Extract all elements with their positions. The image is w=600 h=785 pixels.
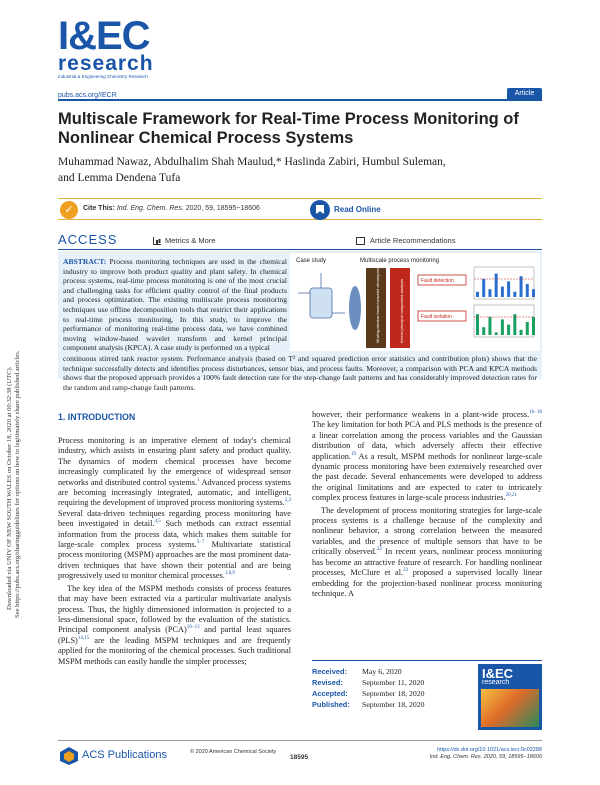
mini-plot-bar [476, 314, 479, 335]
reactor-vessel [310, 288, 332, 318]
intro-paragraph-3: however, their performance weakens in a plant-wide process.$^{16-18}$ The key limitation for both PCA and PLS methods is the presence of a linear correlation among the process variables and the Gaussian distribution of data, which adversely affects their effective application.$^{19}$ As a result, MSPM methods for nonlinear large-scale dynamic process monitoring have been extensively researched over the past decade. Several enhancements were developed to address the original limitations and are expected to cater to intricately complex process features in large-scale process industries.$^{20,21}$ [312, 410, 542, 503]
metrics-link[interactable] [153, 236, 215, 245]
mini-plot-bar [520, 276, 523, 297]
header-rule [58, 99, 542, 101]
article-type-tag: Article [507, 88, 542, 100]
ref-link[interactable]: 23 [403, 568, 409, 574]
date-revised: Revised: September 11, 2020 [312, 678, 425, 687]
mini-plot-bar [476, 292, 479, 297]
cover-art [481, 689, 539, 727]
read-online-button[interactable] [310, 200, 381, 220]
mini-plot-bar [513, 314, 516, 335]
publisher-name: ACS Publications [82, 749, 167, 761]
mini-plot-bar [513, 292, 516, 297]
kpca-bar-label: Kernel principal component analysis [399, 278, 404, 343]
mini-plot-bar [482, 327, 485, 335]
wavelet-bar-label: Moving-window based wavelet decomposition [375, 261, 380, 343]
mini-plot-bar [482, 279, 485, 297]
recommendations-label: Article Recommendations [370, 236, 456, 245]
ref-link[interactable]: 10−13 [186, 625, 200, 631]
download-notice [6, 190, 22, 618]
ref-link[interactable]: 4,5 [154, 519, 161, 525]
access-bar [58, 232, 542, 250]
ref-link[interactable]: 1,8,9 [224, 571, 235, 577]
page-number: 18595 [290, 754, 309, 761]
intro-paragraph-4: The development of process monitoring strategies for large-scale process systems is a challenge because of the complexity and nonlinear behavior, a strong correlation between the measured variables, and the presence of multiple sensors that have to be critically observed.$^{22}$ In recent years, nonlinear process monitoring has become an attractive feature of research. For handling nonlinear processes, McClure et al.$^{23}$ proposed a supervised locally linear embedding for the projection-based nonlinear process monitoring technique. A [312, 505, 543, 598]
mini-plot-bar [495, 332, 498, 335]
mini-plot-bar [501, 319, 504, 335]
authors-line-2: and Lemma Dendena Tufa [58, 172, 181, 184]
document-icon [356, 237, 365, 245]
toc-graphic [290, 253, 540, 351]
mini-plot-bar [488, 317, 491, 335]
footer-citation: Ind. Eng. Chem. Res. 2020, 59, 18595−18606 [429, 754, 542, 760]
abstract-label: ABSTRACT: [63, 257, 107, 266]
ref-link[interactable]: 20,21 [505, 493, 517, 499]
ref-link[interactable]: 5−7 [196, 540, 205, 546]
recommendations-link[interactable] [356, 236, 455, 245]
data-lens [349, 286, 361, 330]
author-list [58, 154, 478, 186]
date-accepted: Accepted: September 18, 2020 [312, 689, 425, 698]
metrics-label: Metrics & More [165, 236, 216, 245]
mini-plot-bar [532, 317, 535, 335]
ref-link[interactable]: 22 [376, 547, 382, 553]
title-line-1: Multiscale Framework for Real-Time Process Monitoring of [58, 110, 519, 128]
journal-url-link[interactable]: pubs.acs.org/IECR [58, 92, 117, 99]
fault-isolation-label: Fault isolation [421, 314, 452, 320]
intro-paragraph-1: Process monitoring is an imperative element of today's chemical industry, which assists in ensuring plant safety and product quality. The dynamics of modern chemical processes have become increasingly complicated by the emergence of widespread sensor networks and distributed control systems.$^1$ Advanced process systems are becoming increasingly integrated, automatic, and intelligent, requiring the development of improved process monitoring systems.$^{2,3}$ Several data-driven techniques regarding process monitoring have been investigated in detail.$^{4,5}$ Such methods can extract essential information from the process data, which makes them suitable for large-scale complex process systems.$^{5-7}$ Multivariate statistical process monitoring (MSPM) approaches are the most prominent data-driven techniques that have shown their potential and are being progressively used to monitor chemical processes.$^{1,8,9}$ [58, 436, 292, 581]
ref-link[interactable]: 16−18 [529, 410, 542, 416]
mini-plot-bar [501, 287, 504, 297]
copyright-notice: © 2020 American Chemical Society [190, 749, 277, 755]
thumb-sub: research [482, 679, 510, 686]
mini-plot-bar [526, 322, 529, 335]
footer-rule [58, 740, 542, 741]
section-heading-introduction: 1. INTRODUCTION [58, 412, 136, 422]
ref-link[interactable]: 19 [350, 451, 356, 457]
ref-link[interactable]: 1 [197, 477, 200, 483]
date-published: Published: September 18, 2020 [312, 700, 425, 709]
logo-sub: research [58, 52, 154, 75]
mini-plot-bar [507, 325, 510, 335]
doi-link[interactable]: https://dx.doi.org/10.1021/acs.iecr.0c02288 [437, 747, 542, 753]
bookmark-icon [310, 200, 330, 220]
cite-bar [58, 198, 542, 220]
graphic-label-case-study: Case study [296, 258, 327, 264]
date-received: Received: May 6, 2020 [312, 667, 402, 676]
mini-plot-bar [520, 330, 523, 335]
acs-hexagon-icon [58, 746, 80, 766]
authors-line-1: Muhammad Nawaz, Abdulhalim Shah Maulud,* Haslinda Zabiri, Humbul Suleman, [58, 156, 446, 168]
download-notice-line2: See https://pubs.acs.org/sharingguidelines for options on how to legitimately share published articles. [14, 350, 21, 618]
fault-detection-label: Fault detection [421, 278, 454, 284]
cite-text [83, 205, 260, 212]
title-line-2: Nonlinear Chemical Process Systems [58, 129, 354, 147]
journal-logo [58, 14, 154, 80]
abstract-body-left: Process monitoring techniques are used in the chemical industry to improve both product quality and plant safety. In chemical process systems, real-time process monitoring is one of the most crucial and challenging tasks for efficient quality control of the final products and process optimization. The existing multiscale process monitoring techniques use offline decomposition tools that restrict their applications to real-time process monitoring. In this study, to improve the performance of monitoring real-time process data, we have combined moving window-based wavelet transform and kernel principal component analysis (KPCA). A case study is performed on a typical [63, 257, 287, 353]
download-notice-line1: Downloaded via UNIV OF NEW SOUTH WALES on October 18, 2020 at 00:32:38 (UTC). [6, 366, 13, 610]
intro-paragraph-2: The key idea of the MSPM methods consists of process features that may have been extracted via a particular multivariate analysis process. Thus, the highly dimensioned information is projected to a less-dimensional space, followed by the evaluation of the statistics. Principal component analysis (PCA)$^{10-13}$ and partial least squares (PLS)$^{14,15}$ are the leading MSPM techniques and are frequently applied for the monitoring of the chemical processes. Such traditional MSPM methods can easily handle the simpler processes; [58, 583, 291, 666]
check-icon[interactable]: ✓ [60, 201, 78, 219]
ref-link[interactable]: 14,15 [77, 635, 90, 641]
mini-plot-bar [526, 284, 529, 297]
ref-link[interactable]: 2,3 [284, 498, 291, 504]
cite-journal: Ind. Eng. Chem. Res. [116, 205, 184, 212]
journal-cover-thumbnail [478, 664, 542, 730]
mini-plot-bar [488, 289, 491, 297]
logo-small: Industrial & Engineering Chemistry Research [58, 74, 148, 79]
cite-details: 2020, 59, 18595−18606 [185, 205, 260, 212]
mini-plot-bar [507, 281, 510, 297]
graphic-label-multiscale: Multiscale process monitoring [360, 258, 440, 264]
left-column [58, 436, 291, 669]
bar-chart-icon [153, 237, 161, 245]
abstract-box [58, 251, 542, 392]
thumb-title: I&EC [482, 666, 514, 681]
doi-block [420, 747, 542, 761]
mini-plot-bar [495, 274, 498, 297]
cite-label: Cite This: [83, 205, 115, 212]
article-title [58, 110, 538, 148]
read-online-label: Read Online [334, 205, 381, 214]
abstract-body-full: continuous stirred tank reactor system. Performance analysis (based on T² and squared prediction error statistics and contribution plots) shows that the technique successfully detects and identifies process disturbances, sensor bias, and process faults. Moreover, a comparison with PCA and KPCA methods shows that the proposed approach provides a 100% fault detection rate for the step-change fault patterns and has considerably improved detection rates for the random and ramp-change fault patterns. [63, 354, 537, 392]
mini-plot-bar [532, 289, 535, 297]
logo-main: I&EC [58, 14, 150, 58]
access-label: ACCESS [58, 232, 118, 247]
abstract-text-left [63, 257, 287, 353]
right-column [312, 410, 542, 601]
